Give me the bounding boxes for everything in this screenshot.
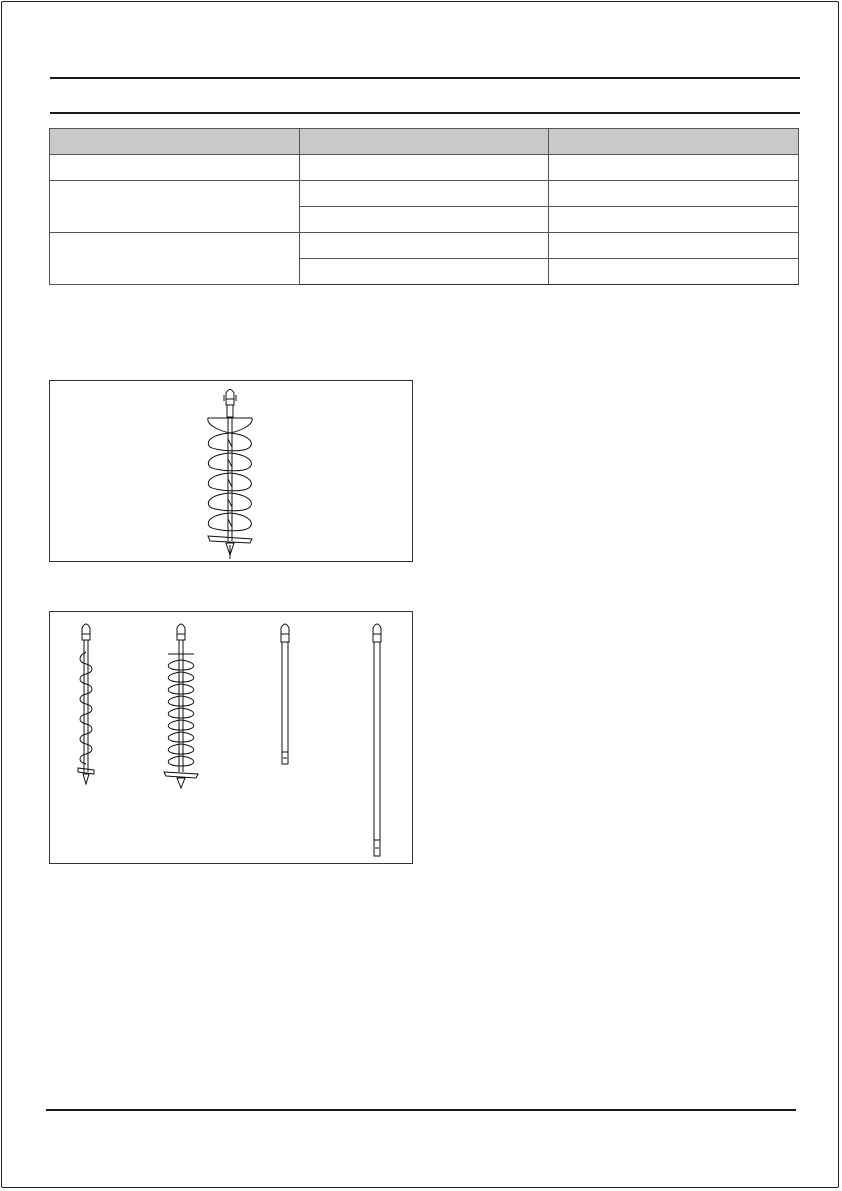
table-header-row: [50, 129, 799, 155]
table-cell: [549, 181, 799, 207]
table-header-cell: [50, 129, 300, 155]
table-cell: [300, 207, 549, 233]
table-cell: [300, 155, 549, 181]
table-row: [50, 181, 799, 207]
table-cell: [549, 259, 799, 285]
specification-table: [49, 128, 799, 285]
table-cell: [50, 155, 300, 181]
table-cell: [50, 233, 300, 285]
narrow-auger-bit-icon: [78, 624, 94, 784]
accessories-drawing: [50, 612, 412, 863]
table-cell: [549, 233, 799, 259]
table-row: [50, 155, 799, 181]
header-rule-top: [50, 77, 800, 79]
table-cell: [50, 181, 300, 233]
auger-bit-icon: [50, 381, 412, 561]
auger-accessories-figure: [49, 611, 413, 864]
wide-auger-bit-icon: [164, 624, 198, 788]
auger-bit-figure: [49, 380, 413, 562]
table-row: [50, 233, 799, 259]
table-cell: [549, 155, 799, 181]
long-extension-rod-icon: [373, 624, 381, 856]
table-cell: [549, 207, 799, 233]
short-extension-rod-icon: [281, 624, 289, 764]
table-header-cell: [549, 129, 799, 155]
header-rule-bottom: [50, 112, 800, 114]
footer-rule: [46, 1109, 796, 1111]
table-cell: [300, 181, 549, 207]
table-cell: [300, 259, 549, 285]
table-header-cell: [300, 129, 549, 155]
table-cell: [300, 233, 549, 259]
